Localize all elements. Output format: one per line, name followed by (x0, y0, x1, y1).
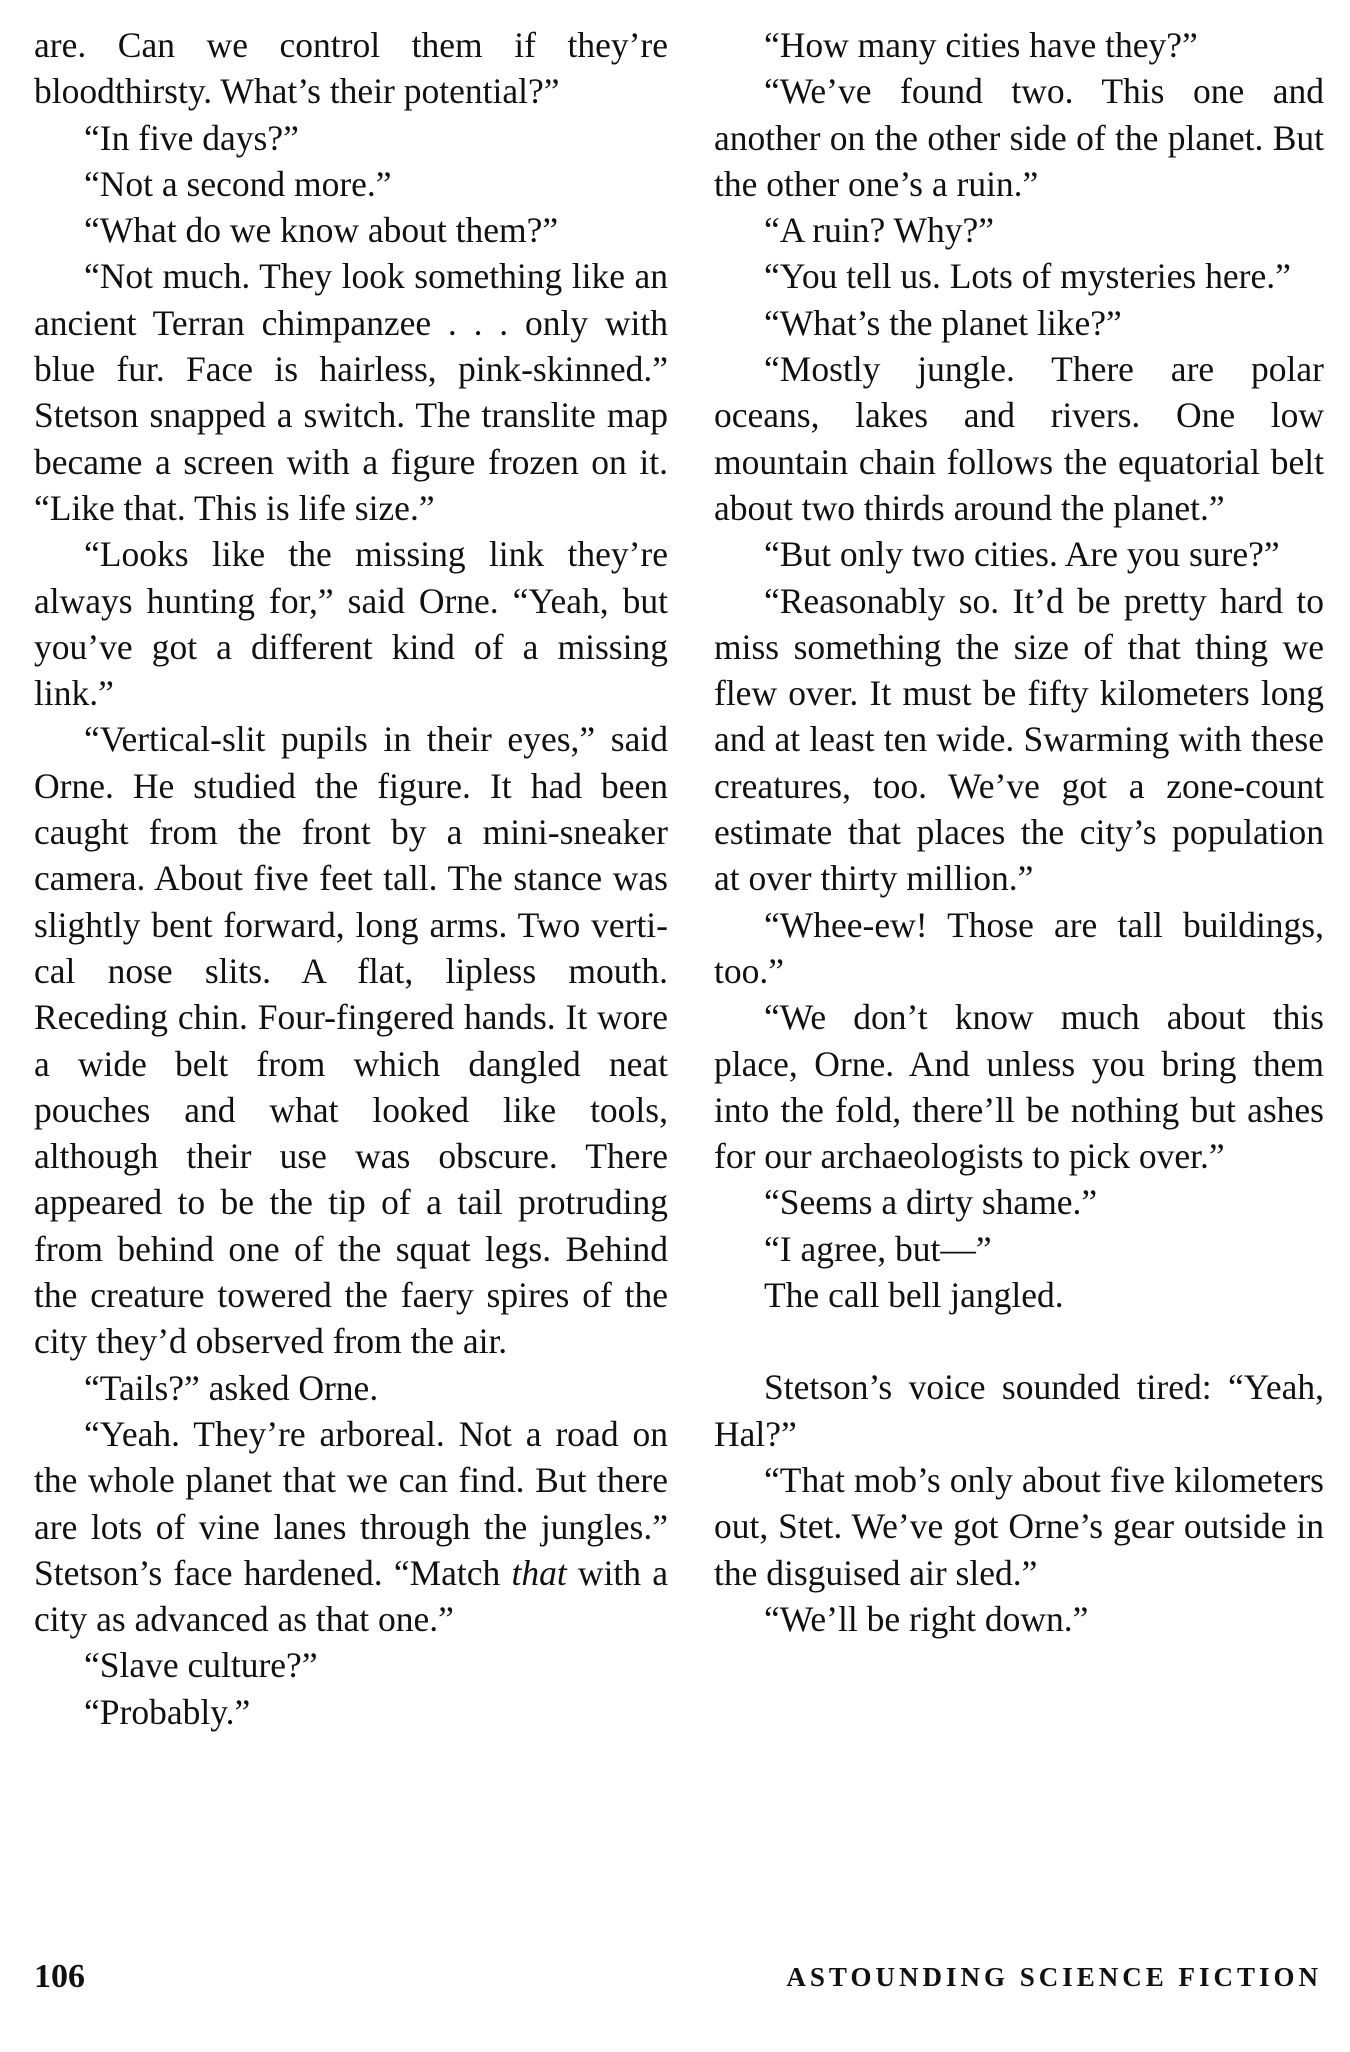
paragraph: “We’ll be right down.” (764, 1598, 1089, 1639)
paragraph: “That mob’s only about five kilometers out, Stet. We’ve got Orne’s gear outside in the disguised air sled.” (714, 1459, 1324, 1593)
paragraph: The call bell jangled. (764, 1275, 1064, 1316)
paragraph: “You tell us. Lots of mysteries here.” (764, 256, 1291, 297)
paragraph: “Tails?” asked Orne. (84, 1367, 379, 1408)
paragraph: “We’ve found two. This one and another on the other side of the planet. But the other one’s a ruin.” (714, 71, 1324, 204)
paragraph: “Whee-ew! Those are tall buildings, too.” (714, 904, 1324, 991)
paragraph: “Looks like the missing link they’re always hunting for,” said Orne. “Yeah, but you’ve got a different kind of a missing link.” (34, 534, 668, 714)
paragraph: Stetson’s voice sounded tired: “Yeah, Hal?” (714, 1367, 1324, 1454)
paragraph: “A ruin? Why?” (764, 210, 995, 251)
paragraph: “But only two cities. Are you sure?” (764, 534, 1280, 575)
right-column (714, 22, 1324, 1642)
paragraph: “Not a second more.” (84, 163, 392, 204)
text-run: “Yeah. They’re arboreal. Not a road on the whole planet that we can find. But there are lots of vine lanes through the jungles.” Stetson’s face hardened. “Match (34, 1413, 668, 1593)
paragraph: “What do we know about them?” (84, 210, 559, 251)
emphasis-text: that (511, 1552, 567, 1593)
paragraph: “Reasonably so. It’d be pretty hard to miss something the size of that thing we flew over. It must be fifty kilometers long and at least ten wide. Swarming with these creatures, too. We’ve got a zone-count estimate that places the city’s population at over thirty million.” (714, 580, 1324, 899)
left-column (34, 22, 668, 1735)
paragraph: “I agree, but—” (764, 1228, 992, 1269)
paragraph: “How many cities have they?” (764, 25, 1198, 65)
paragraph: “Slave culture?” (84, 1645, 318, 1686)
paragraph: “Not much. They look something like an ancient Terran chimpanzee . . . only with blue fur. Face is hairless, pink-skinned.” Stetson snapped a switch. The translite map became a screen with a figure frozen on it. “Like that. This is life size.” (34, 256, 668, 528)
paragraph: “Vertical-slit pupils in their eyes,” said Orne. He studied the figure. It had been caught from the front by a mini-sneaker camera. About five feet tall. The stance was slightly bent forward, long arms. Two vertical nose slits. A flat, lipless mouth. Receding chin. Four-fingered hands. It wore a wide belt from which dangled neat pouches and what looked like tools, although their use was obscure. There appeared to be the tip of a tail protruding from behind one of the squat legs. Behind the creature towered the faery spires of the city they’d observed from the air. (34, 719, 668, 1362)
paragraph-road (34, 1411, 668, 1642)
paragraph: “Probably.” (84, 1691, 251, 1732)
page-number: 106 (34, 1958, 85, 1995)
paragraph: are. Can we control them if they’re bloodthirsty. What’s their potential?” (34, 25, 668, 112)
paragraph: “Mostly jungle. There are polar oceans, lakes and rivers. One low mountain chain follows the equatorial belt about two thirds around the planet.” (714, 349, 1324, 528)
paragraph: “We don’t know much about this place, Orne. And unless you bring them into the fold, there’ll be nothing but ashes for our archaeologists to pick over.” (714, 997, 1324, 1177)
paragraph: “In five days?” (84, 117, 299, 158)
text-run: with a city as advanced as that one.” (34, 1552, 668, 1640)
paragraph: “Seems a dirty shame.” (764, 1182, 1098, 1223)
running-head: ASTOUNDING SCIENCE FICTION (786, 1962, 1322, 1992)
paragraph: “What’s the planet like?” (764, 302, 1122, 343)
